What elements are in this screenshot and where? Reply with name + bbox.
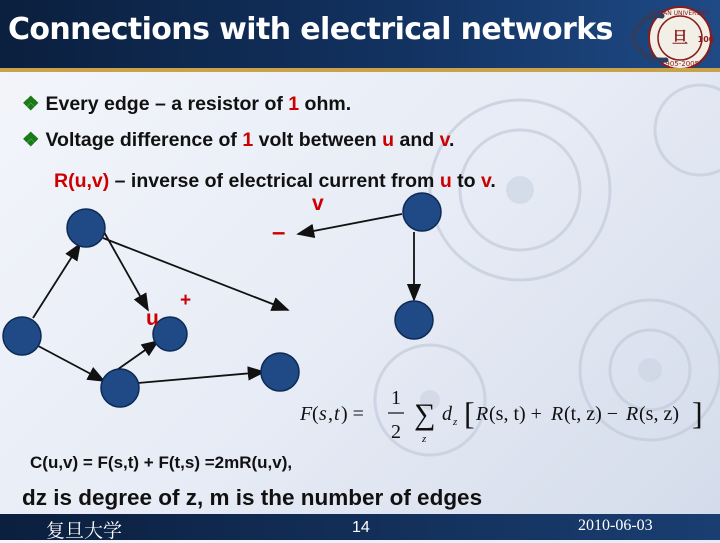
svg-text:R: R <box>551 403 564 425</box>
footer-date: 2010-06-03 <box>578 517 653 534</box>
svg-text:R: R <box>476 403 489 425</box>
edge <box>103 238 288 310</box>
graph-node <box>67 209 105 247</box>
resistance-term: R(u,v) <box>54 170 110 192</box>
footer-bar <box>0 514 720 540</box>
graph-node <box>395 301 433 339</box>
title-accent-line <box>0 68 720 72</box>
bullet-1-text: Every edge – a resistor of <box>45 93 289 115</box>
edge <box>104 232 148 310</box>
label-v: v <box>312 192 324 215</box>
svg-text:F: F <box>300 403 313 425</box>
resistance-to: to <box>451 170 481 192</box>
slide-title: Connections with electrical networks <box>8 12 613 47</box>
bullet-2-and: and <box>394 129 440 151</box>
svg-text:[: [ <box>464 395 475 431</box>
bullet-2-u: u <box>382 129 395 151</box>
graph-node <box>101 369 139 407</box>
page-number: 14 <box>352 519 370 536</box>
plus-sign: + <box>180 290 192 311</box>
svg-text:(s, t) +: (s, t) + <box>489 403 542 425</box>
resistance-text: – inverse of electrical current from <box>109 170 440 192</box>
svg-text:) =: ) = <box>341 403 364 425</box>
bullet-2-text: Voltage difference of <box>45 129 243 151</box>
bullet-1 <box>22 92 351 116</box>
svg-text:z: z <box>453 416 458 428</box>
resistance-end: . <box>490 170 496 192</box>
svg-text:1905-2005: 1905-2005 <box>660 60 700 68</box>
bullet-2-v: v <box>439 129 449 151</box>
degree-explanation: dz is degree of z, m is the number of edges <box>22 485 483 510</box>
svg-text:R: R <box>626 403 639 425</box>
bullet-1-end: ohm. <box>299 93 352 115</box>
diamond-bullet-icon: ❖ <box>22 129 40 151</box>
svg-text:(s, z): (s, z) <box>639 403 679 425</box>
svg-text:(: ( <box>312 403 319 425</box>
bullet-1-value: 1 <box>288 93 300 115</box>
edge <box>298 214 402 234</box>
svg-text:1: 1 <box>391 387 401 409</box>
graph-node <box>261 353 299 391</box>
edge <box>114 341 158 372</box>
svg-text:∑: ∑ <box>414 398 436 431</box>
commute-time-equation: C(u,v) = F(s,t) + F(t,s) =2mR(u,v), <box>30 453 293 472</box>
bullet-2 <box>22 128 454 152</box>
edge <box>33 244 80 318</box>
bullet-2-end: . <box>448 129 455 151</box>
label-u: u <box>146 307 159 330</box>
svg-text:100: 100 <box>697 35 715 44</box>
resistance-v: v <box>480 170 491 192</box>
graph-diagram <box>0 180 720 410</box>
svg-text:z: z <box>422 433 427 445</box>
minus-sign: – <box>272 219 286 246</box>
svg-text:t: t <box>334 403 340 425</box>
edge <box>138 372 264 383</box>
svg-text:2: 2 <box>391 421 401 443</box>
bullet-2-mid: volt between <box>253 129 383 151</box>
svg-text:s: s <box>319 403 327 425</box>
graph-node <box>403 193 441 231</box>
svg-text:]: ] <box>692 395 703 431</box>
formula <box>296 382 720 452</box>
svg-text:旦: 旦 <box>671 28 689 47</box>
svg-text:d: d <box>442 403 452 425</box>
svg-text:,: , <box>328 403 333 425</box>
title-bar <box>0 0 720 72</box>
footer-university: 复旦大学 <box>46 520 123 542</box>
svg-text:(t, z) −: (t, z) − <box>564 403 619 425</box>
svg-text:FUDAN UNIVERSITY: FUDAN UNIVERSITY <box>650 10 710 17</box>
bullet-2-value: 1 <box>242 129 254 151</box>
graph-node <box>3 317 41 355</box>
diamond-bullet-icon: ❖ <box>22 93 40 115</box>
fudan-university-logo <box>622 2 718 70</box>
resistance-u: u <box>439 170 452 192</box>
